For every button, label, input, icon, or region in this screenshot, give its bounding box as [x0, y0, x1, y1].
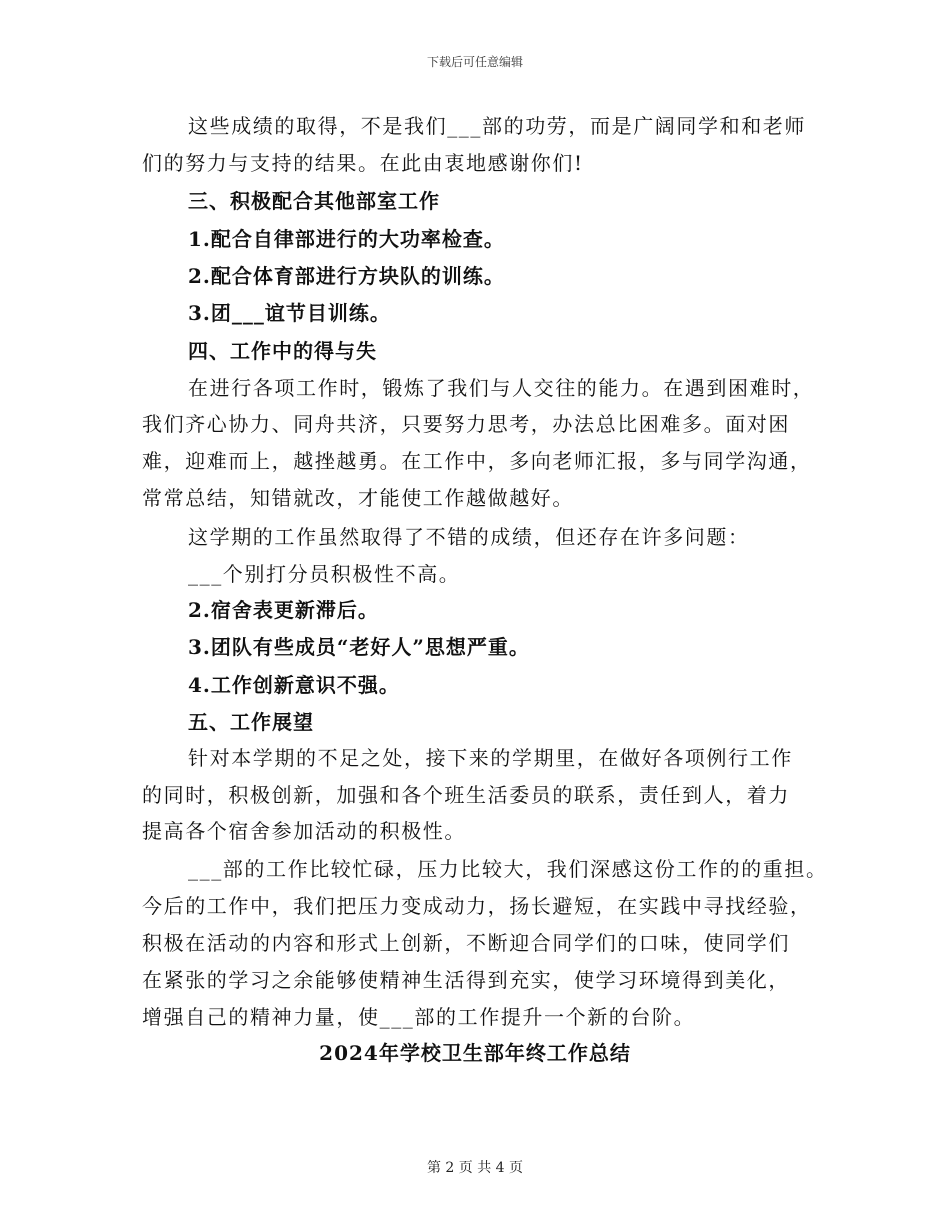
paragraph-line: 这些成绩的取得，不是我们___部的功劳，而是广阔同学和和老师: [188, 114, 806, 138]
section-heading: 四、工作中的得与失: [188, 339, 377, 363]
list-item: 3.团队有些成员“老好人”思想严重。: [188, 635, 530, 659]
page-footer: 第 2 页 共 4 页: [426, 1160, 524, 1176]
paragraph-line: 难，迎难而上，越挫越勇。在工作中，多向老师汇报，多与同学沟通，: [142, 449, 812, 473]
paragraph-line: 增强自己的精神力量，使___部的工作提升一个新的台阶。: [142, 1005, 696, 1029]
paragraph-line: 常常总结，知错就改，才能使工作越做越好。: [142, 486, 574, 510]
page-header: 下载后可任意编辑: [426, 55, 523, 69]
section-heading: 三、积极配合其他部室工作: [188, 189, 440, 213]
document-title: 2024年学校卫生部年终工作总结: [319, 1041, 631, 1065]
paragraph-line: 积极在活动的内容和形式上创新，不断迎合同学们的口味，使同学们: [142, 931, 790, 955]
list-item: 1.配合自律部进行的大功率检查。: [188, 227, 505, 251]
paragraph-line: 在紧张的学习之余能够使精神生活得到充实，使学习环境得到美化，: [142, 968, 790, 992]
paragraph-line: 今后的工作中，我们把压力变成动力，扬长避短，在实践中寻找经验，: [142, 894, 812, 918]
paragraph-line: 们的努力与支持的结果。在此由衷地感谢你们!: [142, 151, 584, 175]
paragraph-line: 的同时，积极创新，加强和各个班生活委员的联系，责任到人，着力: [142, 783, 790, 807]
list-item: 4.工作创新意识不强。: [188, 673, 400, 697]
paragraph-line: 我们齐心协力、同舟共济，只要努力思考，办法总比困难多。面对困: [142, 412, 790, 436]
paragraph-line: 在进行各项工作时，锻炼了我们与人交往的能力。在遇到困难时，: [188, 376, 815, 400]
list-item: ___个别打分员积极性不高。: [188, 562, 461, 586]
paragraph-line: ___部的工作比较忙碌，压力比较大，我们深感这份工作的的重担。: [188, 857, 828, 881]
list-item: 3.团___谊节目训练。: [188, 301, 391, 325]
paragraph-line: 这学期的工作虽然取得了不错的成绩，但还存在许多问题：: [188, 525, 750, 549]
section-heading: 五、工作展望: [188, 710, 314, 734]
list-item: 2.宿舍表更新滞后。: [188, 598, 379, 622]
paragraph-line: 提高各个宿舍参加活动的积极性。: [142, 819, 466, 843]
paragraph-line: 针对本学期的不足之处，接下来的学期里，在做好各项例行工作: [188, 746, 793, 770]
list-item: 2.配合体育部进行方块队的训练。: [188, 264, 505, 288]
